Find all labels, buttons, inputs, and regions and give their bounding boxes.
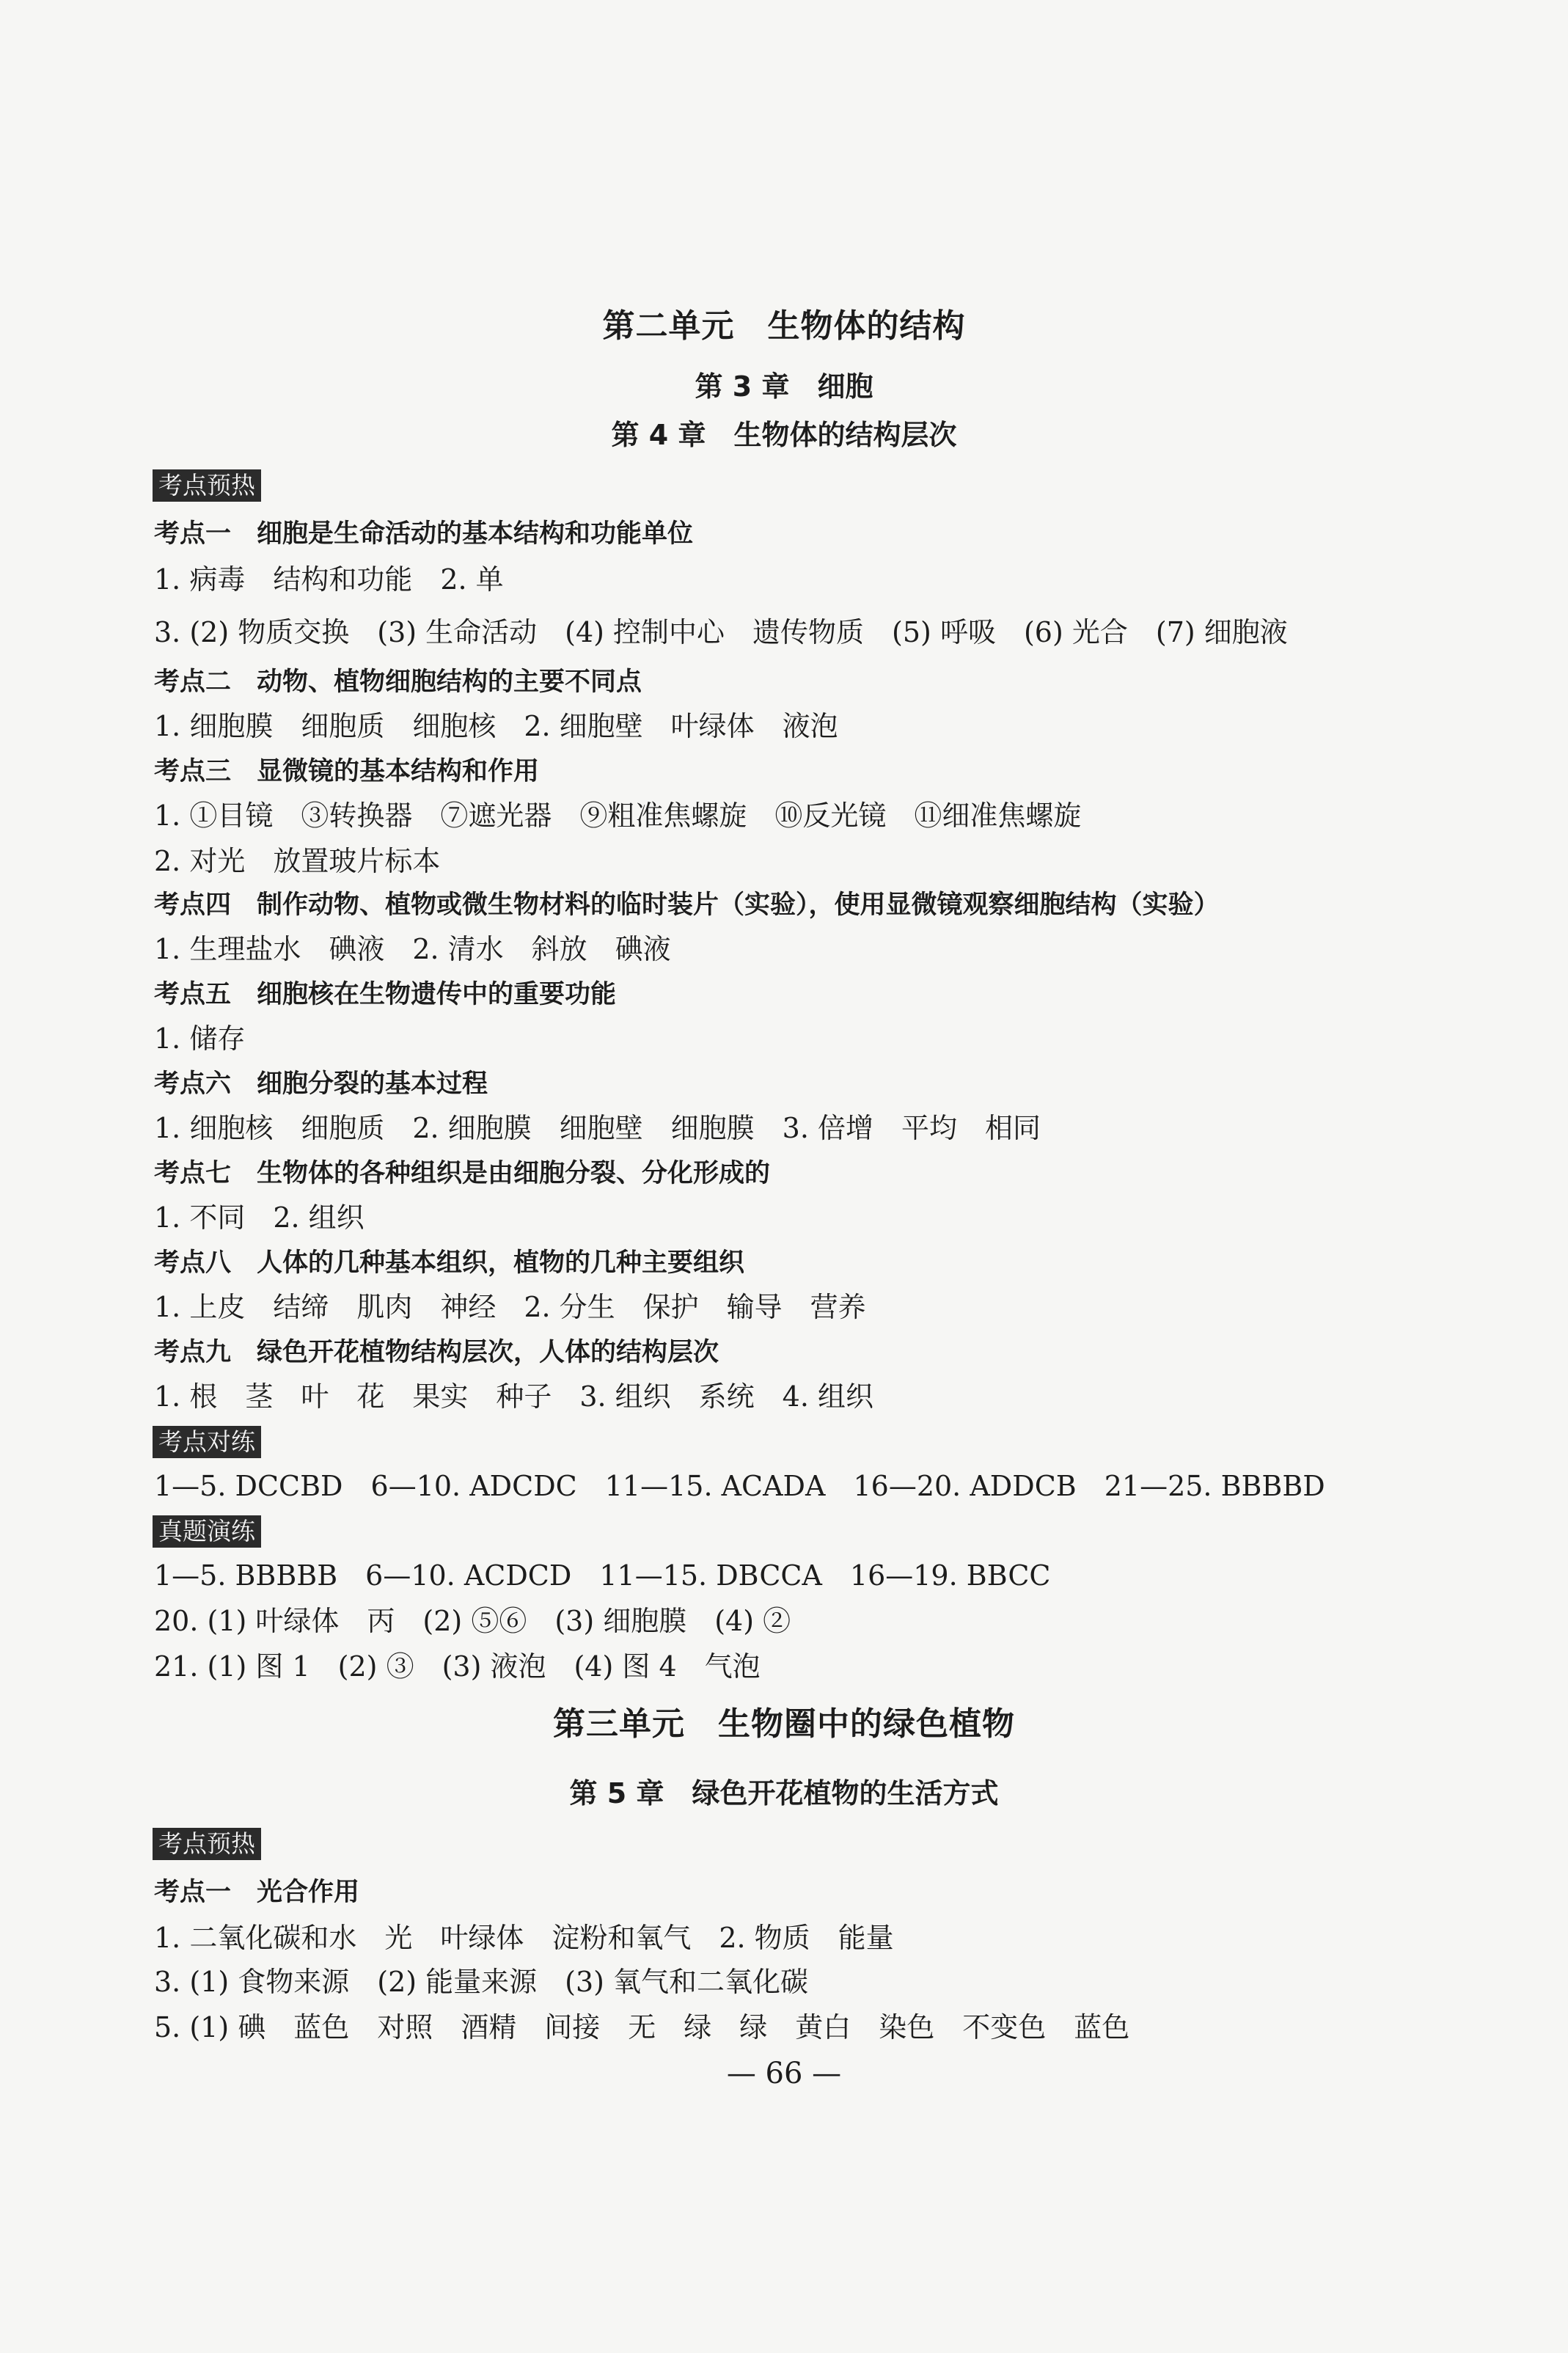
badge-practice: 考点对练 xyxy=(153,1426,261,1458)
chapter5-title: 第 5 章 绿色开花植物的生活方式 xyxy=(569,1777,999,1809)
answer-line: 3. (1) 食物来源 (2) 能量来源 (3) 氧气和二氧化碳 xyxy=(154,1966,809,1998)
answer-line: 3. (2) 物质交换 (3) 生命活动 (4) 控制中心 遗传物质 (5) 呼吸 (6) 光合 (7) 细胞液 xyxy=(154,616,1288,648)
kp-heading-4: 考点四 制作动物、植物或微生物材料的临时装片（实验），使用显微镜观察细胞结构（实验） xyxy=(154,890,1220,920)
practice-answers: 1—5. DCCBD 6—10. ADCDC 11—15. ACADA 16—20. ADDCB 21—25. BBBBD xyxy=(154,1470,1325,1502)
answer-line: 1. 不同 2. 组织 xyxy=(154,1201,364,1234)
kp-heading-5: 考点五 细胞核在生物遗传中的重要功能 xyxy=(154,980,617,1009)
kp-heading-2: 考点二 动物、植物细胞结构的主要不同点 xyxy=(154,667,642,697)
badge-real: 真题演练 xyxy=(153,1515,261,1548)
kp-heading-8: 考点八 人体的几种基本组织，植物的几种主要组织 xyxy=(154,1248,745,1278)
unit3-title: 第三单元 生物圈中的绿色植物 xyxy=(553,1705,1015,1743)
page-number: — 66 — xyxy=(726,2057,842,2090)
chapter4-title: 第 4 章 生物体的结构层次 xyxy=(611,419,957,451)
answer-line: 2. 对光 放置玻片标本 xyxy=(154,845,441,877)
answer-line: 1. 细胞膜 细胞质 细胞核 2. 细胞壁 叶绿体 液泡 xyxy=(154,710,838,742)
real-answers: 21. (1) 图 1 (2) ③ (3) 液泡 (4) 图 4 气泡 xyxy=(154,1650,761,1683)
chapter3-title: 第 3 章 细胞 xyxy=(695,370,873,403)
answer-line: 1. ①目镜 ③转换器 ⑦遮光器 ⑨粗准焦螺旋 ⑩反光镜 ⑪细准焦螺旋 xyxy=(154,799,1082,832)
kp-heading-7: 考点七 生物体的各种组织是由细胞分裂、分化形成的 xyxy=(154,1159,771,1188)
answer-line: 1. 储存 xyxy=(154,1022,246,1055)
answer-line: 1. 细胞核 细胞质 2. 细胞膜 细胞壁 细胞膜 3. 倍增 平均 相同 xyxy=(154,1112,1041,1144)
kp-heading-u3-1: 考点一 光合作用 xyxy=(154,1878,360,1907)
badge-preview: 考点预热 xyxy=(153,469,261,502)
answer-line: 1. 上皮 结缔 肌肉 神经 2. 分生 保护 输导 营养 xyxy=(154,1291,866,1323)
badge-preview-2: 考点预热 xyxy=(153,1828,261,1860)
kp-heading-6: 考点六 细胞分裂的基本过程 xyxy=(154,1069,488,1099)
answer-line: 1. 病毒 结构和功能 2. 单 xyxy=(154,563,504,596)
real-answers: 20. (1) 叶绿体 丙 (2) ⑤⑥ (3) 细胞膜 (4) ② xyxy=(154,1605,791,1637)
real-answers: 1—5. BBBBB 6—10. ACDCD 11—15. DBCCA 16—19. BBCC xyxy=(154,1559,1051,1592)
answer-line: 5. (1) 碘 蓝色 对照 酒精 间接 无 绿 绿 黄白 染色 不变色 蓝色 xyxy=(154,2011,1130,2043)
answer-line: 1. 生理盐水 碘液 2. 清水 斜放 碘液 xyxy=(154,933,671,965)
answer-line: 1. 根 茎 叶 花 果实 种子 3. 组织 系统 4. 组织 xyxy=(154,1380,874,1413)
kp-heading-3: 考点三 显微镜的基本结构和作用 xyxy=(154,757,540,786)
kp-heading-9: 考点九 绿色开花植物结构层次，人体的结构层次 xyxy=(154,1338,719,1367)
unit2-title: 第二单元 生物体的结构 xyxy=(602,307,966,345)
kp-heading-1: 考点一 细胞是生命活动的基本结构和功能单位 xyxy=(154,519,694,549)
answer-line: 1. 二氧化碳和水 光 叶绿体 淀粉和氧气 2. 物质 能量 xyxy=(154,1922,894,1954)
